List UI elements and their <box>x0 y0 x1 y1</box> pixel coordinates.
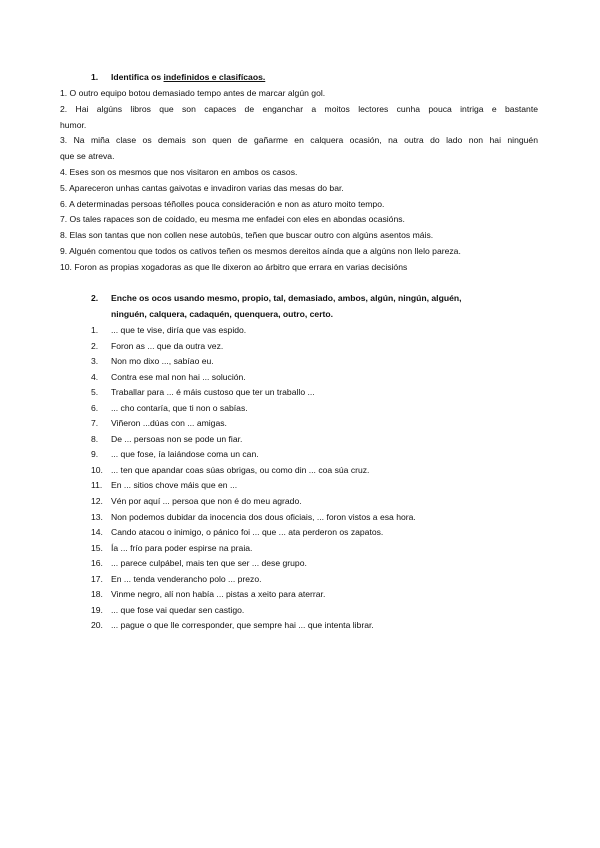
item-text: Cando atacou o inimigo, o pánico foi ... que ... ata perderon os zapatos. <box>111 527 384 538</box>
item-text: ... que te vise, diría que vas espido. <box>111 325 247 335</box>
list-item <box>91 494 531 510</box>
list-item <box>91 416 531 432</box>
section1-title: Identifica os <box>111 72 164 82</box>
item-number: 9. <box>91 449 99 460</box>
item-text: ... que fose vai quedar sen castigo. <box>111 604 245 615</box>
list-item <box>91 432 531 448</box>
paragraph-line: 3. Na miña clase os demais son quen de gañarme en calquera ocasión, na outra do lado non hai ninguén <box>60 135 538 146</box>
section2-title-line1: Enche os ocos usando mesmo, propio, tal, demasiado, ambos, algún, ningún, alguén, <box>111 293 462 303</box>
item-number: 2. <box>91 340 99 351</box>
list-item <box>91 354 531 370</box>
list-item <box>91 339 531 355</box>
item-number: 3. <box>91 356 99 367</box>
paragraph-line: 7. Os tales rapaces son de coidado, eu mesma me enfadei con eles en abondas ocasións. <box>60 214 405 225</box>
section2-title-line2: ninguén, calquera, cadaquén, quenquera, outro, certo. <box>111 308 334 319</box>
item-text: Contra ese mal non hai ... solución. <box>111 371 246 382</box>
list-item <box>91 370 531 386</box>
item-text: ... que fose, ía laiándose coma un can. <box>111 449 259 460</box>
item-number: 8. <box>91 433 99 444</box>
paragraph-line: 10. Foron as propias xogadoras as que lle dixeron ao árbitro que errara en varias decisións <box>60 261 408 272</box>
item-text: De ... persoas non se pode un fiar. <box>111 433 243 444</box>
item-number: 1. <box>91 325 99 335</box>
section1-body <box>60 86 538 276</box>
list-item <box>91 572 531 588</box>
section2-number: 2. <box>91 293 99 303</box>
item-number: 13. <box>91 511 103 522</box>
item-text: En ... tenda venderancho polo ... prezo. <box>111 573 262 584</box>
list-item <box>91 618 531 634</box>
item-number: 10. <box>91 464 103 475</box>
item-number: 18. <box>91 589 103 600</box>
item-number: 11. <box>91 480 103 491</box>
paragraph-line: humor. <box>60 119 87 130</box>
section2-heading <box>91 291 531 323</box>
item-text: Vinme negro, alí non había ... pistas a xeito para aterrar. <box>111 589 326 600</box>
list-item <box>91 463 531 479</box>
item-text: Non mo dixo ..., sabíao eu. <box>111 356 214 367</box>
item-text: ... ten que apandar coas súas obrigas, ou como din ... coa súa cruz. <box>111 464 370 475</box>
item-text: En ... sitios chove máis que en ... <box>111 480 238 491</box>
list-item <box>91 587 531 603</box>
list-item <box>91 510 531 526</box>
item-text: Foron as ... que da outra vez. <box>111 340 224 351</box>
item-number: 7. <box>91 418 99 429</box>
list-item <box>91 385 531 401</box>
section1-number: 1. <box>91 72 99 82</box>
paragraph-line: 5. Apareceron unhas cantas gaivotas e invadiron varias das mesas do bar. <box>60 182 344 193</box>
list-item <box>91 447 531 463</box>
item-text: ... parece culpábel, mais ten que ser ... dese grupo. <box>111 558 307 569</box>
item-text: Traballar para ... é máis custoso que ter un traballo ... <box>111 387 315 398</box>
item-number: 16. <box>91 558 103 569</box>
section1-title-underlined: indefinidos e clasifícaos. <box>163 72 266 82</box>
item-number: 4. <box>91 371 99 382</box>
item-number: 17. <box>91 573 103 584</box>
item-text: Ía ... frío para poder espirse na praia. <box>111 542 253 553</box>
item-number: 15. <box>91 542 103 553</box>
paragraph-line: que se atreva. <box>60 151 115 162</box>
item-number: 14. <box>91 527 103 538</box>
paragraph-line: 6. A determinadas persoas téñolles pouca consideración e non as aturo moito tempo. <box>60 198 385 209</box>
list-item <box>91 401 531 417</box>
item-text: Vén por aquí ... persoa que non é do meu agrado. <box>111 496 302 507</box>
item-text: ... cho contaría, que ti non o sabías. <box>111 402 248 413</box>
paragraph-line: 9. Alguén comentou que todos os cativos teñen os mesmos dereitos aínda que a algúns non llelo pareza. <box>60 245 461 256</box>
item-text: Non podemos dubidar da inocencia dos dous oficiais, ... foron vistos a esa hora. <box>111 511 416 522</box>
section1-heading <box>91 72 265 82</box>
list-item <box>91 478 531 494</box>
list-item <box>91 541 531 557</box>
item-number: 6. <box>91 402 99 413</box>
list-item <box>91 525 531 541</box>
item-number: 19. <box>91 604 103 615</box>
paragraph-line: 8. Elas son tantas que non collen nese autobús, teñen que buscar outro con algúns asentos máis. <box>60 230 434 241</box>
paragraph-line: 2. Hai algúns libros que son capaces de enganchar a moitos lectores cunha pouca intriga e bastante <box>60 103 538 114</box>
item-text: ... pague o que lle corresponder, que sempre hai ... que intenta librar. <box>111 620 374 631</box>
list-item <box>91 556 531 572</box>
item-number: 12. <box>91 496 103 507</box>
item-text: Viñeron ...dúas con ... amigas. <box>111 418 227 429</box>
item-number: 20. <box>91 620 103 631</box>
paragraph-line: 1. O outro equipo botou demasiado tempo antes de marcar algún gol. <box>60 88 326 98</box>
item-number: 5. <box>91 387 99 398</box>
section2-list <box>91 323 531 634</box>
list-item <box>91 603 531 619</box>
list-item <box>91 323 531 339</box>
paragraph-line: 4. Eses son os mesmos que nos visitaron en ambos os casos. <box>60 166 298 177</box>
